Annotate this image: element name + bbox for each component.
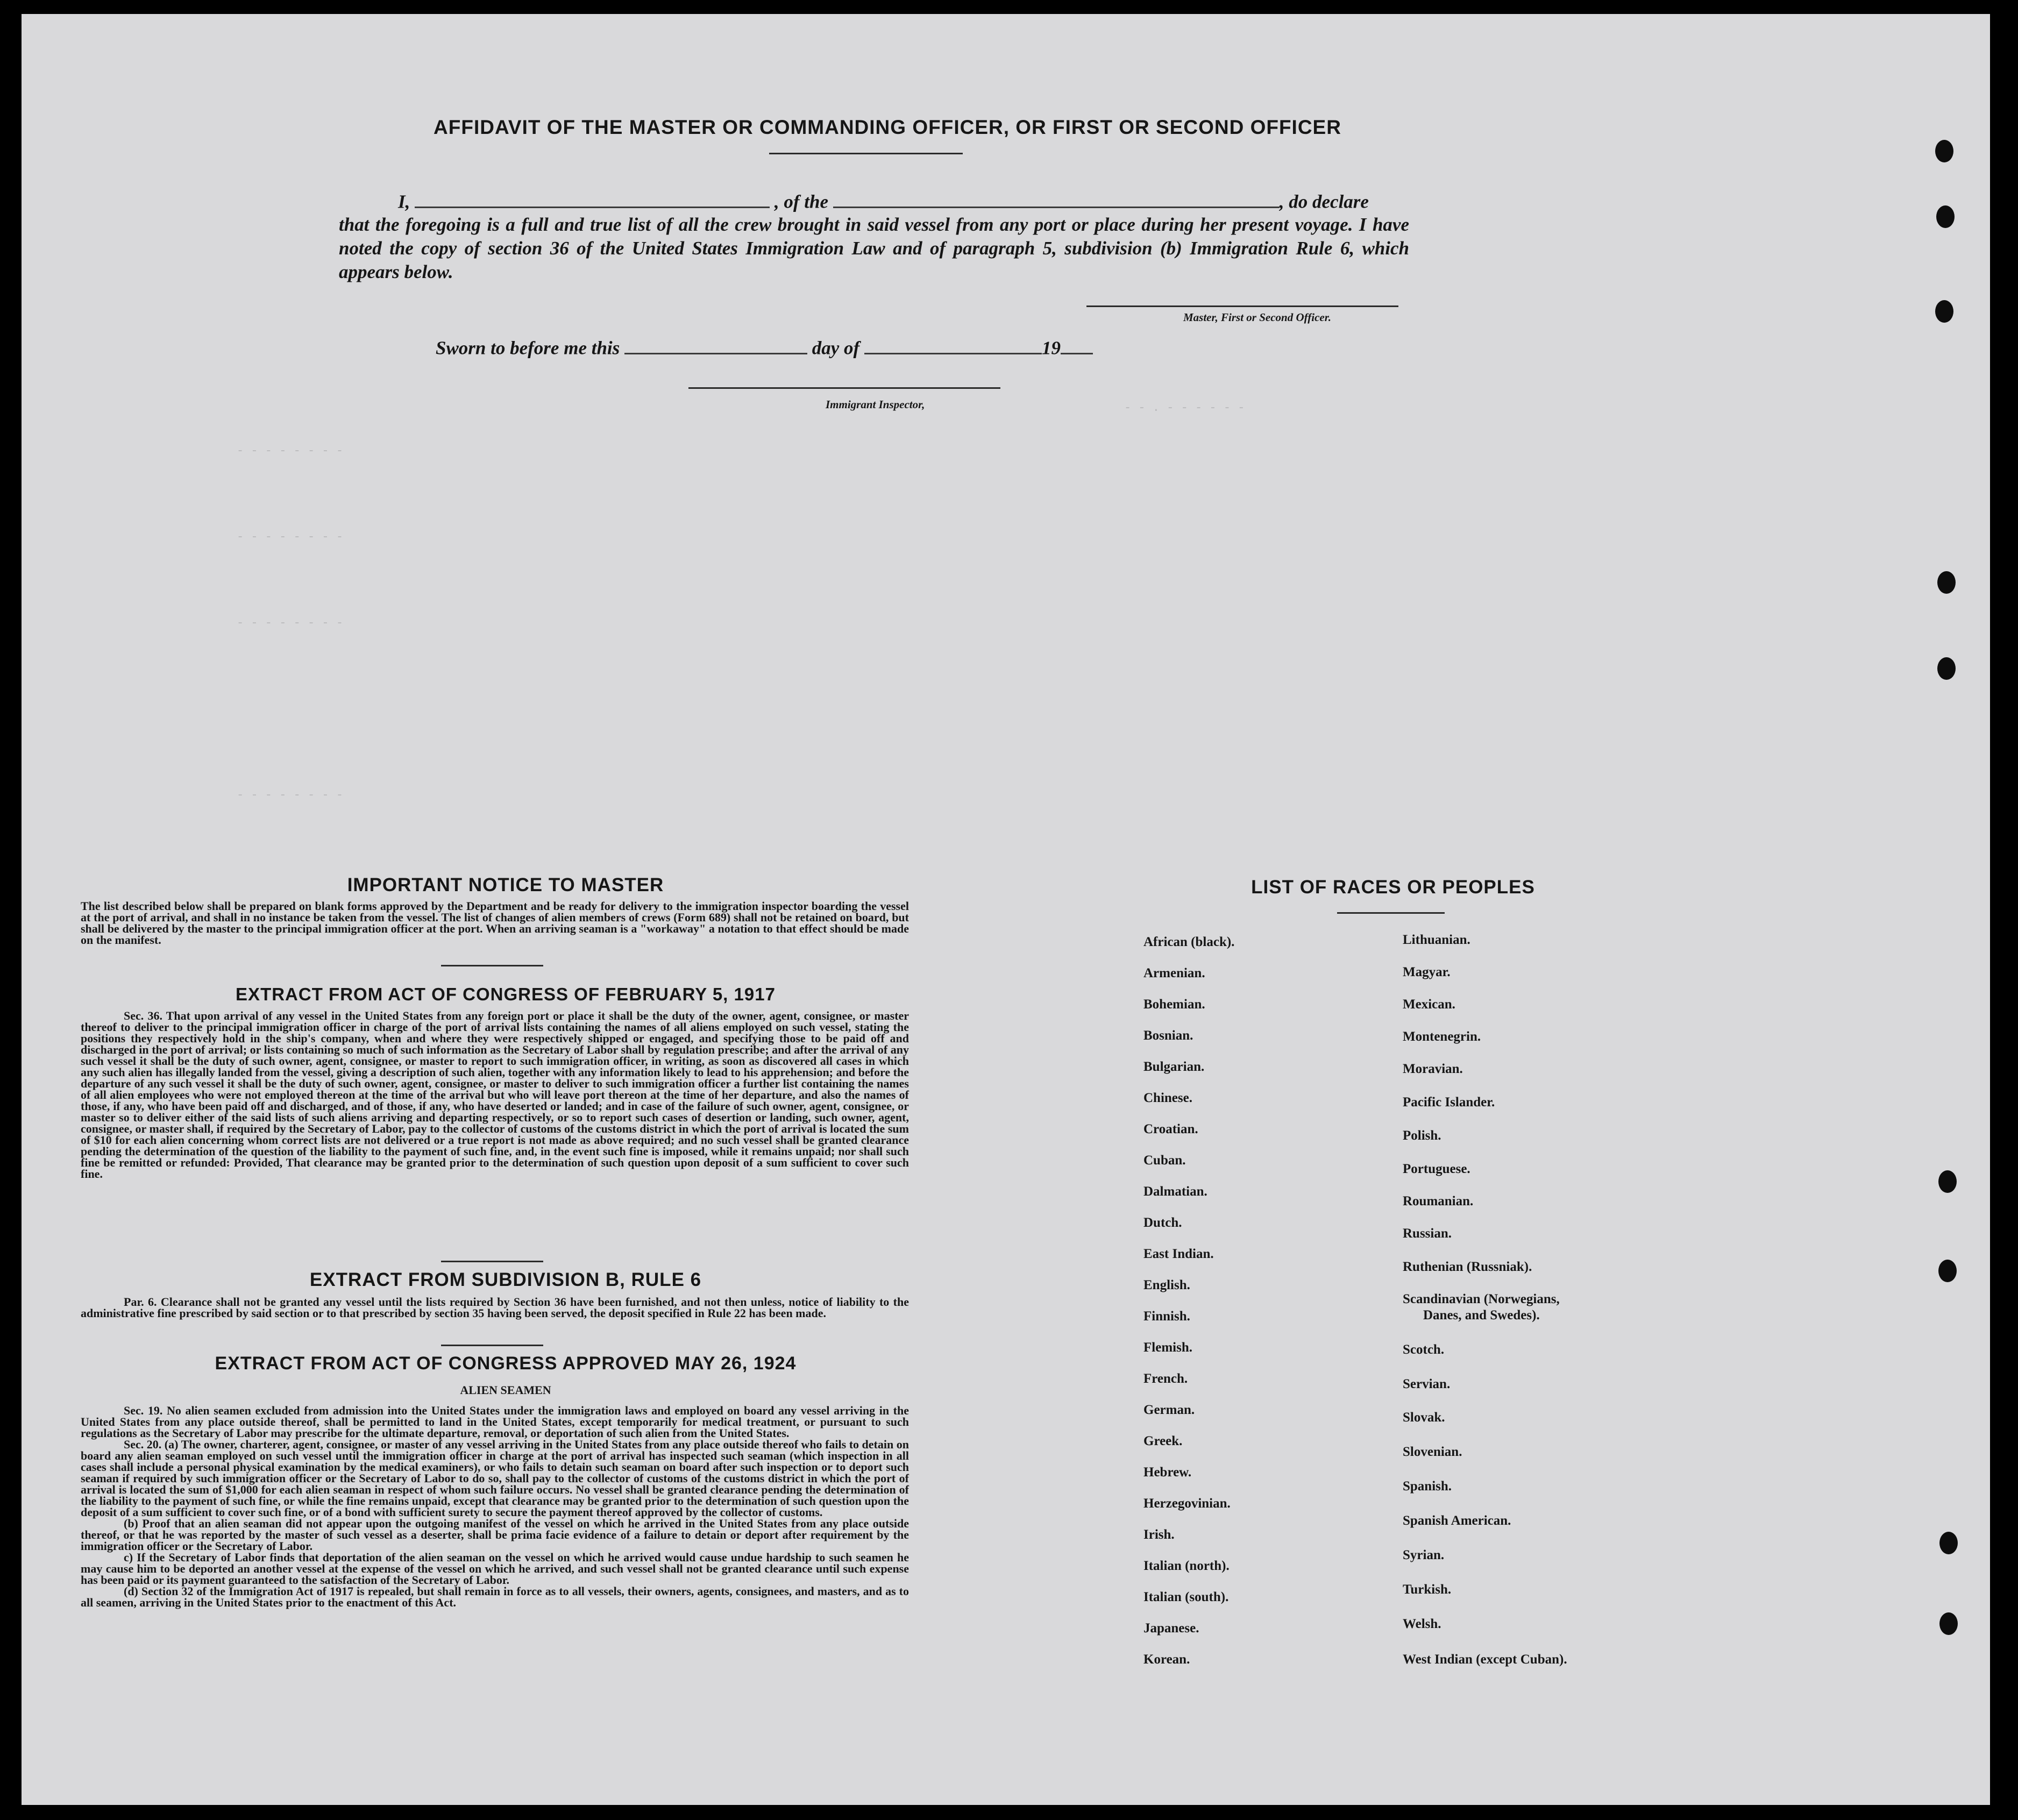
race-item: Spanish American. [1403, 1513, 1511, 1528]
race-item: Magyar. [1403, 965, 1451, 979]
notice-title: IMPORTANT NOTICE TO MASTER [347, 875, 664, 895]
sec20d-text: (d) Section 32 of the Immigration Act of 1917 is repealed, but shall remain in force as to all vessels, their owners, agents, consignees, and masters, and as to all seamen, arriving in the United States prior to the enactment of this Act. [81, 1584, 909, 1609]
act1917-body: Sec. 36. That upon arrival of any vessel in the United States from any foreign port or place it shall be the duty of the owner, agent, consignee, or master thereof to deliver to the principal immigration officer in charge of the port of arrival lists containing the names of all aliens employed on such vessel, stating the positions they respectively hold in the ship's company, when and where they were respectively shipped or engaged, and specifying those to be paid off and discharged in the port of arrival; or lists containing so much of such information as the Secretary of Labor shall by regulation prescribe; and after the arrival of any such vessel it shall be the duty of such owner, agent, consignee, or master to report to such immigration officer, in writing, as soon as discovered all cases in which any such alien has illegally landed from the vessel, giving a description of such alien, together with any information likely to lead to his apprehension; and before the departure of any such vessel it shall be the duty of such owner, agent, consignee, or master to deliver to such immigration officer a further list containing the names of all alien employees who were not employed thereon at the time of the arrival but who will leave port thereon at the time of her departure, and also the names of those, if any, who have been paid off and discharged, and of those, if any, who have deserted or landed; and in case of the failure of such owner, agent, consignee, or master so to deliver either of the said lists of such aliens arriving and departing respectively, or so to report such cases of desertion or landing, such owner, agent, consignee, or master shall, if required by the Secretary of Labor, pay to the collector of customs of the customs district in which the port of arrival is located the sum of $10 for each alien concerning whom correct lists are not delivered or a true report is not made as above required; and no such vessel shall be granted clearance pending the determination of the question of the liability to the payment of such fine, and, in the event such fine is imposed, while it remains unpaid; nor shall such fine be remitted or refunded: Provided, That clearance may be granted prior to the determination of such question upon deposit of a sum sufficient to cover such fine. [81, 1009, 909, 1181]
race-item: Spanish. [1403, 1479, 1452, 1494]
race-item: Turkish. [1403, 1582, 1452, 1597]
punch-hole-icon [1939, 1612, 1958, 1635]
day-of-text: day of [812, 337, 860, 359]
sworn-day-blank[interactable] [624, 336, 807, 354]
manifest-page [22, 14, 1990, 1805]
signature-caption: Master, First or Second Officer. [1183, 311, 1331, 324]
year-blank[interactable] [1061, 336, 1093, 354]
sec20a-text: Sec. 20. (a) The owner, charterer, agent, consignee, or master of any vessel arriving in the United States from any place outside thereof who fails to detain on board any alien seaman employed on such vessel until the immigration officer in charge at the port of arrival has inspected such seaman (which inspection in all cases shall include a personal physical examination by the medical examiners), or who fails to detain such seaman on board after such inspection or to deport such seaman if required by such immigration officer or the Secretary of Labor to do so, shall pay to the collector of customs of the customs district in which the port of arrival is located the sum of $1,000 for each alien seaman in respect of whom such failure occurs. No vessel shall be granted clearance pending the determination of the liability to the payment of such fine, or while the fine remains unpaid, except that clearance may be granted prior to the determination of such question upon the deposit of a sum sufficient to cover such fine, or of a bond with sufficient surety to secure the payment thereof approved by the collector of customs. [81, 1438, 909, 1519]
races-title: LIST OF RACES OR PEOPLES [1251, 877, 1535, 898]
race-item: Flemish. [1143, 1340, 1192, 1355]
inspector-caption: Immigrant Inspector, [826, 398, 925, 411]
punch-hole-icon [1939, 1532, 1958, 1554]
race-item: Italian (south). [1143, 1590, 1229, 1604]
race-item: Moravian. [1403, 1062, 1463, 1076]
punch-hole-icon [1937, 657, 1956, 680]
bleed-through-text: - - - - - - - - [237, 530, 344, 544]
race-item: Armenian. [1143, 966, 1205, 980]
punch-hole-icon [1936, 205, 1955, 228]
rule6-body: Par. 6. Clearance shall not be granted any vessel until the lists required by Section 36 have been furnished, and not then unless, notice of liability to the administrative fine prescribed by said section or to that prescribed by section 35 having been served, the deposit specified in Rule 22 has been made. [81, 1295, 909, 1320]
name-blank[interactable] [415, 189, 770, 208]
race-item: Irish. [1143, 1527, 1175, 1542]
declare-end-text: , do declare [1279, 191, 1369, 212]
punch-hole-icon [1935, 300, 1953, 323]
signature-line[interactable] [1086, 305, 1398, 307]
sec19-text: Sec. 19. No alien seamen excluded from admission into the United States under the immigration laws and employed on board any vessel arriving in the United States from any place outside thereof, shall be permitted to land in the United States, except temporarily for medical treatment, or pursuant to such regulations as the Secretary of Labor may prescribe for the ultimate departure, removal, or deportation of such alien from the United States. [81, 1404, 909, 1440]
race-item: African (black). [1143, 935, 1235, 949]
bleed-through-text: - - - - - - - - [237, 444, 344, 458]
race-item: Dutch. [1143, 1215, 1182, 1230]
race-item: Lithuanian. [1403, 933, 1470, 947]
act1917-title: EXTRACT FROM ACT OF CONGRESS OF FEBRUARY 5, 1917 [236, 984, 776, 1004]
divider [441, 1345, 543, 1346]
race-item: Cuban. [1143, 1153, 1186, 1168]
race-item: Finnish. [1143, 1309, 1190, 1324]
divider [1337, 912, 1445, 914]
act1924-subtitle: ALIEN SEAMEN [460, 1383, 551, 1397]
declaration-line [398, 189, 1409, 214]
act1924-text [81, 1405, 909, 1608]
race-item: Scandinavian (Norwegians, [1403, 1292, 1560, 1306]
affidavit-title: AFFIDAVIT OF THE MASTER OR COMMANDING OFFICER, OR FIRST OR SECOND OFFICER [434, 116, 1341, 138]
sec20b-text: (b) Proof that an alien seaman did not appear upon the outgoing manifest of the vessel on which he arrived in the United States from any place outside thereof, or that he was reported by the master of such vessel as a deserter, shall be prima facie evidence of a failure to detain or deport after requirement by the immigration officer or the Secretary of Labor. [81, 1517, 909, 1553]
race-item: Dalmatian. [1143, 1184, 1207, 1199]
punch-hole-icon [1938, 1170, 1957, 1193]
bleed-through-text: - - - - - - - - [237, 616, 344, 630]
race-item: French. [1143, 1371, 1188, 1386]
race-item: Servian. [1403, 1377, 1451, 1391]
race-item: Portuguese. [1403, 1162, 1470, 1176]
year-prefix: 19 [1041, 337, 1061, 359]
race-item: Bulgarian. [1143, 1060, 1205, 1074]
punch-hole-icon [1937, 571, 1956, 594]
race-item: Greek. [1143, 1434, 1183, 1448]
race-item: Welsh. [1403, 1617, 1441, 1631]
race-item: East Indian. [1143, 1247, 1214, 1261]
race-item: Italian (north). [1143, 1559, 1230, 1573]
race-item: Slovak. [1403, 1410, 1445, 1425]
race-item: Mexican. [1403, 997, 1455, 1012]
race-item: Syrian. [1403, 1548, 1445, 1562]
inspector-signature-line[interactable] [688, 387, 1000, 389]
race-item: German. [1143, 1403, 1195, 1417]
punch-hole-icon [1935, 140, 1953, 162]
declare-i-text: I, [398, 191, 410, 212]
affidavit-body: that the foregoing is a full and true list of all the crew brought in said vessel from any port or place during her present voyage. I have noted the copy of section 36 of the United States Immigration Law and of paragraph 5, subdivision (b) Immigration Rule 6, which appears below. [339, 214, 1409, 282]
bleed-through-text: - - . - - - - - - [1124, 401, 1245, 415]
race-item: Polish. [1403, 1128, 1441, 1143]
race-item: Ruthenian (Russniak). [1403, 1260, 1532, 1274]
sec20c-text: c) If the Secretary of Labor finds that deportation of the alien seaman on the vessel on which he arrived would cause undue hardship to such seamen he may cause him to be deported an another vessel at the expense of the vessel on which he arrived, and such vessel shall not be granted clearance until such expense has been paid or its payment guaranteed to the satisfaction of the Secretary of Labor. [81, 1551, 909, 1587]
vessel-blank[interactable] [833, 189, 1280, 208]
race-item: Pacific Islander. [1403, 1095, 1495, 1110]
punch-hole-icon [1938, 1260, 1957, 1282]
notice-body: The list described below shall be prepared on blank forms approved by the Department and be ready for delivery to the immigration inspector boarding the vessel at the port of arrival, and shall in no instance be taken from the vessel. The list of changes of alien members of crews (Form 689) shall not be retained on board, but shall be delivered by the master to the principal immigration officer at the port. When an arriving seaman is a "workaway" a notation to that effect should be made on the manifest. [81, 899, 909, 947]
race-item: Scotch. [1403, 1342, 1445, 1357]
divider [441, 1261, 543, 1262]
sworn-month-blank[interactable] [864, 336, 1042, 354]
race-item: Japanese. [1143, 1621, 1199, 1636]
race-item: Chinese. [1143, 1091, 1192, 1105]
race-item: West Indian (except Cuban). [1403, 1652, 1567, 1667]
race-item: Montenegrin. [1403, 1029, 1481, 1044]
race-item: Hebrew. [1143, 1465, 1192, 1480]
race-item: Bosnian. [1143, 1028, 1193, 1043]
bleed-through-text: - - - - - - - - [237, 788, 344, 802]
race-item: Herzegovinian. [1143, 1496, 1231, 1511]
title-underline [769, 153, 963, 154]
act1924-title: EXTRACT FROM ACT OF CONGRESS APPROVED MAY 26, 1924 [215, 1353, 797, 1374]
race-item: Roumanian. [1403, 1194, 1474, 1208]
sworn-line [436, 336, 1189, 359]
divider [441, 965, 543, 966]
race-item: Russian. [1403, 1226, 1452, 1241]
declare-of-text: , of the [774, 191, 829, 212]
race-item: Bohemian. [1143, 997, 1205, 1012]
race-item: Danes, and Swedes). [1423, 1308, 1540, 1323]
race-item: Slovenian. [1403, 1445, 1462, 1459]
race-item: Korean. [1143, 1652, 1190, 1667]
sworn-text: Sworn to before me this [436, 337, 620, 359]
race-item: Croatian. [1143, 1122, 1198, 1136]
race-item: English. [1143, 1278, 1190, 1292]
rule6-title: EXTRACT FROM SUBDIVISION B, RULE 6 [309, 1269, 702, 1290]
